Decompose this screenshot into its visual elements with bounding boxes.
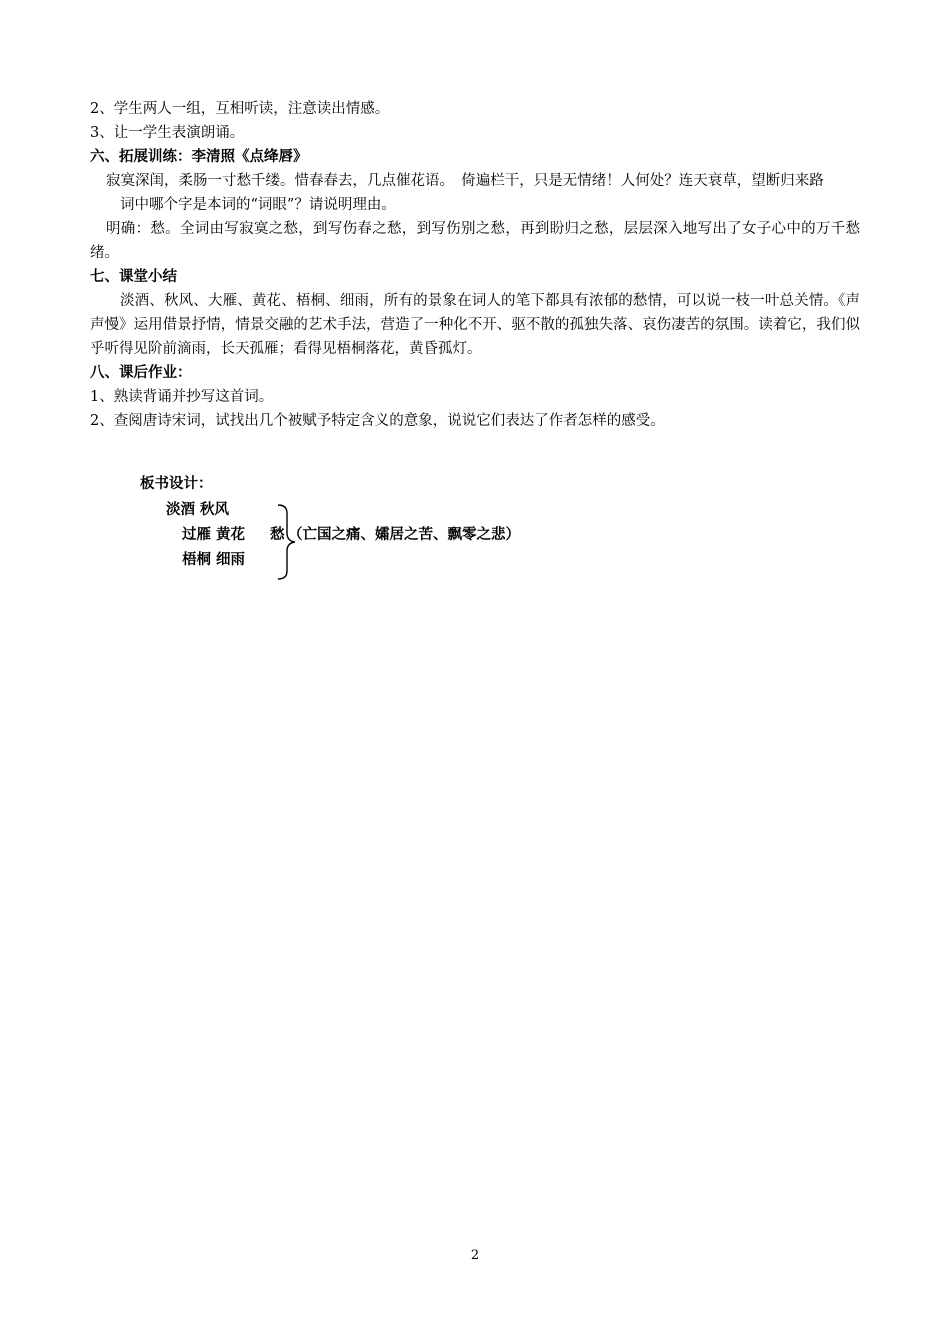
- board-result-text: （亡国之痛、孀居之苦、飘零之悲）: [288, 526, 520, 543]
- board-row-2: 过雁 黄花: [182, 526, 246, 543]
- step-3-text: 3、让一学生表演朗诵。: [90, 125, 245, 141]
- section-6-heading: 六、拓展训练：李清照《点绛唇》: [90, 148, 308, 165]
- poem-text: 寂寞深闺，柔肠一寸愁千缕。惜春春去，几点催花语。 倚遍栏干，只是无情绪！人何处？连天衰草，望断归来路: [106, 173, 824, 189]
- board-row-1: 淡酒 秋风: [166, 501, 230, 518]
- summary-text: 淡酒、秋风、大雁、黄花、梧桐、细雨，所有的景象在词人的笔下都具有浓郁的愁情，可以说一枝一叶总关情。《声声慢》运用借景抒情，情景交融的艺术手法，营造了一种化不开、驱不散的孤独失落、哀伤凄苦的氛围。读着它，我们似乎听得见阶前滴雨，长天孤雁；看得见梧桐落花，黄昏孤灯。: [90, 293, 860, 357]
- document-body: [90, 97, 860, 433]
- board-design-title: 板书设计：: [140, 475, 213, 492]
- page-number: 2: [470, 1248, 480, 1263]
- board-row-3: 梧桐 细雨: [182, 551, 246, 568]
- homework-2-text: 2、查阅唐诗宋词，试找出几个被赋予特定含义的意象，说说它们表达了作者怎样的感受。: [90, 413, 665, 429]
- answer-text: 明确：愁。全词由写寂寞之愁，到写伤春之愁，到写伤别之愁，再到盼归之愁，层层深入地写出了女子心中的万千愁绪。: [90, 221, 860, 261]
- section-7-heading: 七、课堂小结: [90, 268, 177, 285]
- step-2-text: 2、学生两人一组，互相听读，注意读出情感。: [90, 101, 390, 117]
- board-center-word: 愁: [270, 526, 285, 543]
- question-text: 词中哪个字是本词的“词眼”？请说明理由。: [120, 197, 396, 213]
- section-8-heading: 八、课后作业：: [90, 364, 192, 381]
- homework-1-text: 1、熟读背诵并抄写这首词。: [90, 389, 274, 405]
